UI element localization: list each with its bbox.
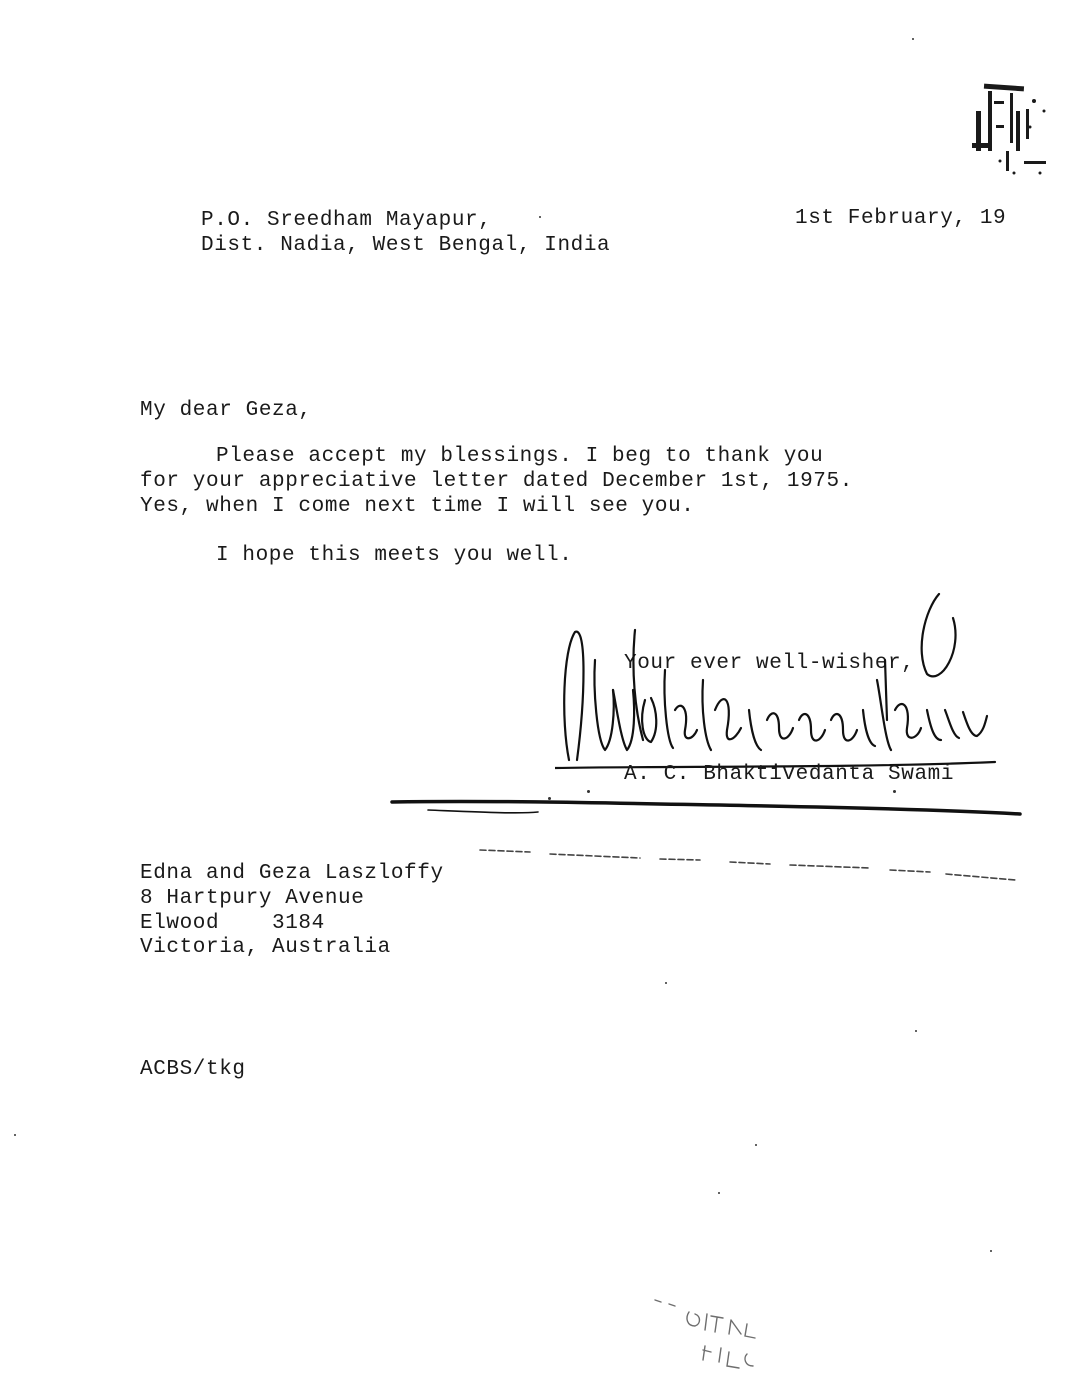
speck — [587, 790, 590, 793]
recipient-line-4: Victoria, Australia — [140, 936, 391, 959]
body-line-1: Please accept my blessings. I beg to thank you — [216, 445, 824, 468]
speck — [14, 1134, 16, 1136]
speck — [718, 1192, 720, 1194]
file-stamp-mark — [964, 81, 1054, 181]
body-line-2: for your appreciative letter dated December 1st, 1975. — [140, 470, 853, 493]
handwritten-signature — [555, 590, 1015, 780]
sender-address-line-1: P.O. Sreedham Mayapur, — [201, 209, 492, 232]
speck — [912, 38, 914, 40]
body-line-4: I hope this meets you well. — [216, 544, 573, 567]
speck — [548, 797, 551, 800]
speck — [893, 790, 896, 793]
salutation: My dear Geza, — [140, 399, 312, 422]
speck — [665, 982, 667, 984]
speck — [990, 1250, 992, 1252]
reference-initials: ACBS/tkg — [140, 1058, 246, 1081]
speck — [539, 216, 541, 218]
speck — [915, 1030, 917, 1032]
recipient-line-2: 8 Hartpury Avenue — [140, 887, 365, 910]
letter-date: 1st February, 19 — [795, 207, 1007, 230]
smudge-line — [470, 840, 1030, 890]
sender-address-line-2: Dist. Nadia, West Bengal, India — [201, 234, 611, 257]
original-file-stamp — [645, 1290, 795, 1370]
signatory: A. C. Bhaktivedanta Swami — [624, 763, 955, 786]
closing: Your ever well-wisher, — [624, 652, 915, 675]
body-line-3: Yes, when I come next time I will see you. — [140, 495, 695, 518]
speck — [755, 1144, 757, 1146]
recipient-line-3: Elwood 3184 — [140, 912, 325, 935]
file-stamp-top — [925, 62, 1015, 162]
signature-underline — [388, 790, 1028, 830]
recipient-line-1: Edna and Geza Laszloffy — [140, 862, 444, 885]
